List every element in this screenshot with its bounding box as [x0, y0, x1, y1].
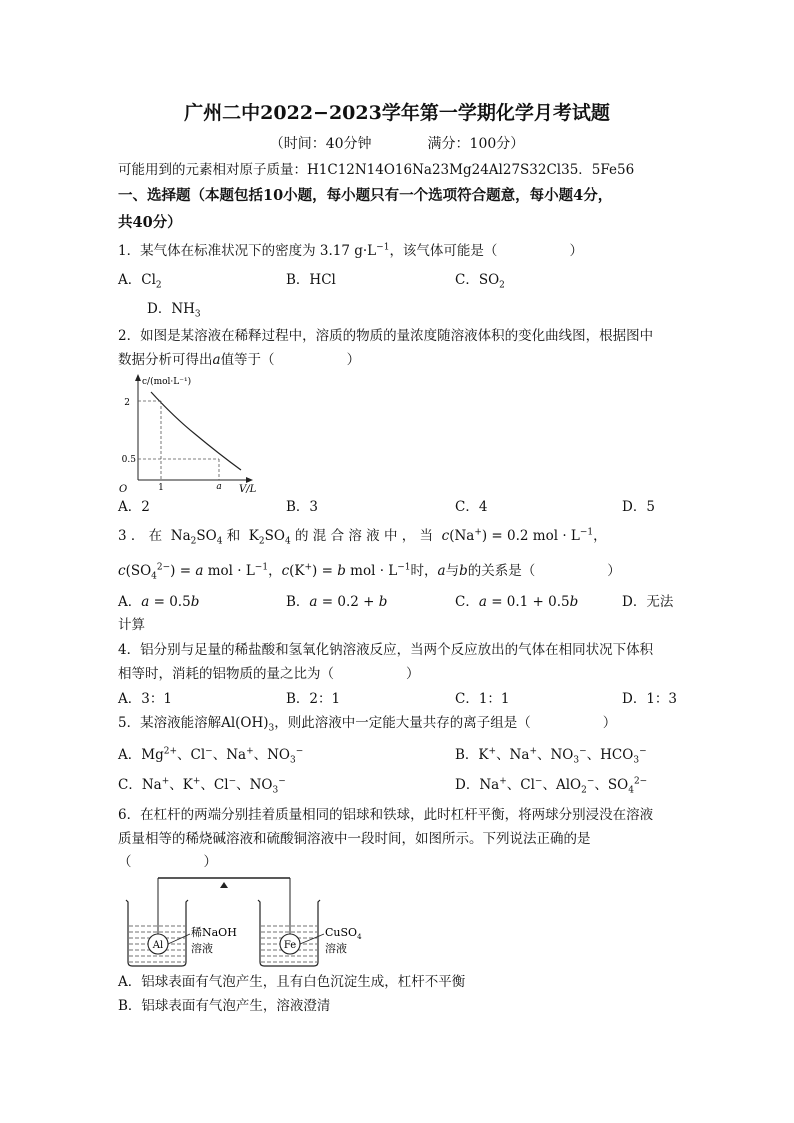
q1-stem-part: 1．某气体在标准状况下的密度为 3.17 — [118, 243, 350, 259]
q2-stem-part: 值等于（ — [220, 352, 275, 368]
q5-stem-part: 5．某溶液能溶解 — [118, 715, 222, 731]
q3-stem-part: 与 — [445, 563, 460, 579]
q4-stem-part: ） — [406, 666, 420, 682]
q1-stem-part: ，该气体可能是（ — [389, 243, 498, 259]
q3-option-d[interactable]: D．无法 — [622, 594, 674, 610]
q4-option-c[interactable]: C．1：1 — [455, 691, 510, 707]
q1-option-d[interactable]: D．$NH_3$ — [147, 301, 201, 320]
q3-stem-part: ） — [607, 563, 621, 579]
q6-option-a[interactable]: A．铝球表面有气泡产生，且有白色沉淀生成，杠杆不平衡 — [118, 974, 466, 990]
leader-line — [168, 934, 190, 944]
q1-option-a[interactable]: A．$Cl_2$ — [118, 272, 162, 291]
q3-option-a[interactable]: A．a = 0.5b — [118, 594, 200, 610]
q2-stem: 2．如图是某溶液在稀释过程中，溶质的物质的量浓度随溶液体积的变化曲线图，根据图中 — [118, 328, 654, 344]
q5-option-d[interactable]: D．Na+、Cl−、AlO$_2$−、$SO_4^{2-}$ — [455, 776, 648, 796]
section-heading: 一、选择题（本题包括10小题，每小题只有一个选项符合题意，每小题4分， — [118, 187, 613, 204]
y-tick-label: 0.5 — [121, 455, 136, 465]
q3-option-d-cont: 计算 — [118, 617, 145, 633]
ball-label-fe: Fe — [283, 940, 297, 951]
option-label: C． — [455, 594, 479, 610]
q3-stem-part: 时， — [410, 563, 438, 579]
q3-option-b[interactable]: B．a = 0.2 + b — [286, 594, 388, 610]
x-tick-label: 1 — [158, 483, 164, 493]
lever-fulcrum — [220, 882, 228, 888]
option-label: D． — [455, 777, 480, 793]
q3-stem-part: 3 ． 在 — [118, 528, 163, 544]
q4-stem-cont — [118, 664, 420, 684]
q1-stem-part: ） — [569, 243, 583, 259]
q3-option-c[interactable]: C．a = 0.1 + 0.5b — [455, 594, 579, 610]
q5-stem: 5．某溶液能溶解$Al(OH)_3$，则此溶液中一定能大量共存的离子组是（ ） — [118, 715, 617, 734]
q2-option-b[interactable]: B．3 — [286, 499, 319, 515]
exam-subtitle — [0, 133, 794, 153]
q5-stem-part: ，则此溶液中一定能大量共存的离子组是（ — [274, 715, 531, 731]
solution-label-naoh: 稀NaOH — [191, 926, 237, 939]
q2-option-c[interactable]: C．4 — [455, 499, 488, 515]
option-label: C． — [118, 777, 142, 793]
dilution-curve — [151, 392, 241, 470]
q3-stem-part: 的关系是（ — [467, 563, 536, 579]
q3-stem-part: 和 — [226, 528, 241, 544]
x-axis-arrow — [246, 477, 253, 483]
atomic-masses: 可能用到的元素相对原子质量：H1C12N14O16Na23Mg24Al27S32Cl35．5Fe56 — [118, 162, 635, 178]
ball-label-al: Al — [152, 940, 164, 951]
q5-option-a[interactable]: A．$Mg^{2+}$、Cl−、Na+、$NO_3^-$ — [118, 746, 304, 766]
q4-option-a[interactable]: A．3：1 — [118, 691, 172, 707]
y-tick-label: 2 — [124, 398, 130, 408]
q1-unit: $g\cdot L^{-1}$ — [349, 242, 390, 259]
option-label: A． — [118, 747, 142, 763]
concentration-volume-graph — [115, 372, 275, 494]
q3-stem: 3 ． 在 $Na_2SO_4$ 和 $K_2SO_4$ 的 混 合 溶 液 中 ， 当 c(Na+) = 0.2 mol · $L^{-1}$， — [118, 527, 607, 547]
q6-stem-cont: 质量相等的稀烧碱溶液和硫酸铜溶液中一段时间，如图所示。下列说法正确的是 — [118, 831, 591, 847]
q4-option-b[interactable]: B．2：1 — [286, 691, 341, 707]
x-axis-label: V/L — [239, 484, 257, 494]
q6-option-b[interactable]: B．铝球表面有气泡产生，溶液澄清 — [118, 998, 331, 1014]
q2-option-a[interactable]: A．2 — [118, 499, 150, 515]
q2-stem-cont: 数据分析可得出a值等于（ ） — [118, 352, 361, 368]
q6-stem: 6．在杠杆的两端分别挂着质量相同的铝球和铁球，此时杠杆平衡，将两球分别浸没在溶液 — [118, 807, 654, 823]
y-axis-label: c/(mol·L⁻¹) — [142, 377, 192, 387]
q3-stem-part: 的 混 合 溶 液 中 ， 当 — [294, 528, 434, 544]
solution-label-naoh-2: 溶液 — [191, 942, 213, 955]
leader-line — [300, 934, 324, 944]
solution-label-cuso4-2: 溶液 — [325, 942, 347, 955]
x-tick-label: a — [216, 482, 222, 492]
q3-stem-cont: $c(SO_4^{2-}) = a$ mol · $L^{-1}$，c(K+) = b mol · $L^{-1}$时，a与b的关系是（ ） — [118, 562, 621, 582]
q4-option-d[interactable]: D．1：3 — [622, 691, 678, 707]
q4-stem: 4．铝分别与足量的稀盐酸和氢氧化钠溶液反应，当两个反应放出的气体在相同状况下体积 — [118, 642, 654, 658]
option-label: B． — [455, 747, 479, 763]
q2-stem-part: 数据分析可得出 — [118, 352, 213, 368]
q2-stem-part: ） — [346, 352, 361, 368]
origin-label: O — [119, 484, 128, 494]
option-label: D．NH — [147, 301, 195, 317]
option-label: B． — [286, 594, 310, 610]
exam-title: 广州二中2022−2023学年第一学期化学月考试题 — [184, 102, 610, 124]
q5-stem-part: ） — [602, 715, 617, 731]
option-label: A． — [118, 594, 142, 610]
q1-option-b[interactable] — [286, 270, 336, 290]
option-label: B．HCl — [286, 272, 336, 288]
q5-option-c[interactable]: C．Na+、K+、Cl−、$NO_3^-$ — [118, 776, 286, 796]
q6-stem-part: ） — [203, 854, 217, 870]
q1-option-c[interactable]: C．$SO_2$ — [455, 272, 505, 291]
q6-stem-part: （ — [118, 854, 132, 870]
q5-option-b[interactable]: B．K+、Na+、$NO_3^-$、$HCO_3^-$ — [455, 746, 647, 766]
q1-stem — [118, 241, 583, 261]
exam-time: （时间：40分钟 — [269, 136, 372, 152]
q2-option-d[interactable]: D．5 — [622, 499, 655, 515]
solution-label-cuso4: CuSO$_4$ — [325, 926, 362, 941]
lever-beaker-figure — [118, 872, 378, 972]
exam-score: 满分：100分） — [427, 136, 525, 152]
option-label: C．SO — [455, 272, 500, 288]
q6-stem-paren — [118, 852, 217, 872]
y-axis-arrow — [135, 374, 141, 381]
q4-stem-part: 相等时，消耗的铝物质的量之比为（ — [118, 666, 334, 682]
section-heading-cont: 共40分） — [118, 214, 182, 231]
option-label: A．Cl — [118, 272, 156, 288]
